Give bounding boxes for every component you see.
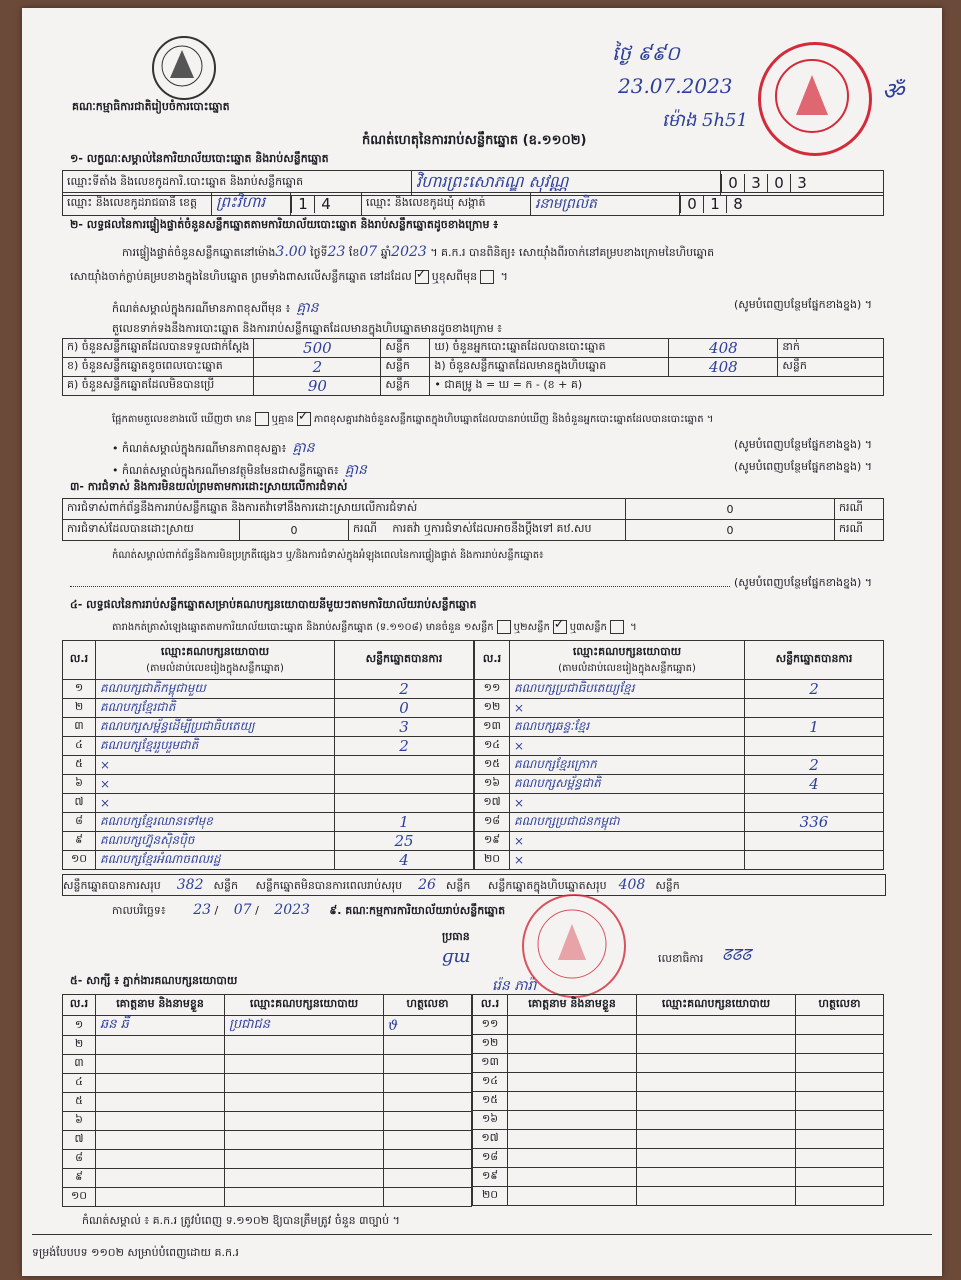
official-stamp-top [758, 42, 872, 156]
section1-title: ១- លក្ខណៈសម្គាល់នៃការិយាល័យបោះឆ្នោត និងរាប់សន្លឹកឆ្នោត [70, 152, 329, 165]
party-result-row [63, 832, 474, 851]
party-votes: 2 [399, 737, 409, 755]
party-number: ១ [63, 680, 96, 699]
count-voters: 408 [709, 339, 738, 357]
party-number: ១៩ [475, 832, 510, 851]
party-votes: 3 [399, 718, 409, 736]
objection-label: ការជំទាស់ពាក់ព័ន្ធនឹងការរាប់សន្លឹកឆ្នោត និងការតវ៉ាទៅនឹងការដោះស្រាយលើការជំទាស់ [63, 499, 626, 520]
objection-count: 0 [626, 499, 835, 520]
chair-label: ប្រធាន [442, 930, 470, 943]
counts-table [62, 338, 884, 396]
party-result-row [475, 756, 884, 775]
party-votes: 1 [399, 813, 409, 831]
irregularity-note-tail: (សូមបំពេញបន្ថែមផ្នែកខាងខ្នង) ។ [734, 576, 873, 589]
resolved-label: ការជំទាស់ដែលបានដោះស្រាយ [63, 520, 240, 541]
party-number: ១៧ [475, 794, 510, 813]
witness-name: ឆន ឆី [100, 1017, 129, 1032]
section2-title: ២- លទ្ធផលនៃការផ្ទៀងផ្ទាត់ចំនួនសន្លឹកឆ្នោតតាមការិយាល័យបោះឆ្នោត និងរាប់សន្លឹកឆ្នោតដូចខាងក្រោម ៖ [70, 218, 499, 231]
commune-value: រនាមព្រលិត [535, 195, 597, 212]
witness-row: ២ [63, 1036, 472, 1055]
party-name: គណបក្សសម្ព័ន្ធជាតិ [514, 776, 601, 790]
party-result-row [475, 832, 884, 851]
party-name: × [514, 834, 525, 848]
different-checkbox[interactable] [480, 270, 494, 284]
one-sheet-checkbox[interactable] [497, 620, 511, 634]
party-result-row [63, 699, 474, 718]
party-name: គណបក្សឆន្ទៈខ្មែរ [514, 719, 590, 733]
two-sheet-checkbox[interactable] [553, 620, 567, 634]
witness-row: ២០ [473, 1187, 884, 1206]
party-number: ២ [63, 699, 96, 718]
party-votes: 2 [809, 680, 819, 698]
has-difference-checkbox[interactable] [255, 412, 269, 426]
chair-signature: ɡɯ [442, 946, 471, 967]
party-name: គណបក្សខ្មែររួបរួមជាតិ [100, 738, 199, 752]
signature-top: ॐ [882, 77, 904, 105]
party-result-row [63, 813, 474, 832]
party-name: គណបក្សជាតិកម្ពុជាមួយ [100, 681, 206, 695]
resolved-count: 0 [240, 520, 349, 541]
witness-row: ១៥ [473, 1092, 884, 1111]
secretary-label: លេខាធិការ [658, 952, 704, 965]
party-number: ២០ [475, 851, 510, 870]
same-checkbox[interactable] [415, 270, 429, 284]
party-name: គណបក្សខ្មែរអំណាចពលរដ្ឋ [100, 852, 221, 866]
object-note: • កំណត់សម្គាល់ក្នុងករណីមានវត្ថុមិនមែនជាសន្លឹកឆ្នោត៖ គ្មាន [112, 462, 367, 478]
handwritten-number: ថ្ងៃ ៩៩០ [612, 41, 680, 65]
form-title: កំណត់ហេតុនៃការរាប់សន្លឹកឆ្នោត (ឧ.១១០២) [362, 133, 587, 148]
party-votes: 0 [399, 699, 409, 717]
witness-row: ១៧ [473, 1130, 884, 1149]
count-row: ខ) ចំនួនសន្លឹកឆ្នោតខូចពេលបោះឆ្នោត 2 សន្លឹក ង) ចំនួនសន្លឹកឆ្នោតដែលមានក្នុងហិបឆ្នោត 408 សន្លឹក [63, 358, 884, 377]
party-number: ៣ [63, 718, 96, 737]
party-result-row [63, 756, 474, 775]
object-note-tail: (សូមបំពេញបន្ថែមផ្នែកខាងខ្នង) ។ [734, 460, 873, 473]
party-number: ៧ [63, 794, 96, 813]
province-table [62, 192, 884, 216]
location-label: ឈ្មោះទីតាំង និងលេខកូដការិ.បោះឆ្នោត និងរាប់សន្លឹកឆ្នោត [63, 171, 412, 196]
party-result-row [475, 851, 884, 870]
party-name: គណបក្សខ្មែរជាតិ [100, 700, 176, 714]
section4-title: ៤- លទ្ធផលនៃការរាប់សន្លឹកឆ្នោតសម្រាប់គណបក្សនយោបាយនីមួយៗតាមការិយាល័យរាប់សន្លឹកឆ្នោត [70, 598, 477, 611]
footer-note: កំណត់សម្គាល់ ៖ គ.ក.រ ត្រូវបំពេញ ទ.១១០២ ឱ្យបានត្រឹមត្រូវ ចំនួន ៣ច្បាប់ ។ [82, 1214, 400, 1227]
party-number: ១២ [475, 699, 510, 718]
witness-row: ៨ [63, 1150, 472, 1169]
location-code: 0 3 0 3 [721, 171, 884, 196]
party-result-row [475, 813, 884, 832]
party-votes: 336 [799, 813, 829, 831]
party-name: គណបក្សខ្មែរឈានទៅមុខ [100, 814, 213, 828]
total-valid: 382 [176, 877, 204, 893]
party-result-row [475, 794, 884, 813]
handwritten-date: 23.07.2023 [618, 74, 733, 98]
count-row: ក) ចំនួនសន្លឹកឆ្នោតដែលបានទទួលជាក់ស្តែង 500 សន្លឹក ឃ) ចំនួនអ្នកបោះឆ្នោតដែលបានបោះឆ្នោត 408 នាក់ [63, 339, 884, 358]
party-result-row [475, 680, 884, 699]
party-name: × [514, 739, 525, 753]
handwritten-time: ម៉ោង 5h51 [662, 110, 748, 131]
party-result-row [63, 680, 474, 699]
witness-row: ១២ [473, 1035, 884, 1054]
witness-row: ៣ [63, 1055, 472, 1074]
party-number: ៥ [63, 756, 96, 775]
compare-line: ផ្អែកតាមតួលេខខាងលើ ឃើញថា មាន ឬគ្មាន✓ ភាពខុសគ្នារវាងចំនួនសន្លឹកឆ្នោតក្នុងហិបឆ្នោតដែលបានរាប់ឃើញ និងចំនួនអ្នកបោះឆ្នោតដែលបានបោះឆ្នោត ។ [112, 412, 713, 427]
party-result-row [63, 775, 474, 794]
appeal-label: ការតវ៉ា ឬការជំទាស់ដែលអាចនឹងប្តឹងទៅ គឋ.សប [392, 522, 592, 535]
party-votes: 1 [809, 718, 819, 736]
appeal-count: 0 [626, 520, 835, 541]
witness-row: ១៨ [473, 1149, 884, 1168]
count-spoiled: 2 [312, 358, 323, 376]
witness-row: ១ ឆន ឆី ប្រជាជន ϑ [63, 1016, 472, 1036]
witness-table-right: ល.រ គោត្តនាម និងនាមខ្លួន ឈ្មោះគណបក្សនយោបាយ ហត្ថលេខា ១១ ១២ ១៣ ១៤ ១៥ ១៦ ១៧ ១៨ ១៩ ២០ [472, 994, 884, 1206]
party-number: ១៤ [475, 737, 510, 756]
party-name: គណបក្សខ្មែរក្រោក [514, 757, 597, 771]
official-stamp-bottom [522, 894, 626, 998]
count-unused: 90 [307, 377, 327, 395]
difference-note-tail: (សូមបំពេញបន្ថែមផ្នែកខាងខ្នង) ។ [734, 298, 873, 311]
tally-sheet-line: តារាងកត់ត្រាសំឡេងឆ្នោតតាមការិយាល័យបោះឆ្នោត និងរាប់សន្លឹកឆ្នោត (ទ.១១០៨) មានចំនួន ១សន្លឹក ឬ២សន្លឹក✓ ឬ៣សន្លឹក ។ [112, 620, 637, 635]
party-number: ៩ [63, 832, 96, 851]
province-value: ព្រះវិហារ [216, 193, 266, 211]
org-name: គណៈកម្មាធិការជាតិរៀបចំការបោះឆ្នោត [72, 100, 230, 113]
witness-row: ១០ [63, 1188, 472, 1207]
witness-row: ១៩ [473, 1168, 884, 1187]
witness-row: ១៤ [473, 1073, 884, 1092]
three-sheet-checkbox[interactable] [610, 620, 624, 634]
party-number: ៦ [63, 775, 96, 794]
irregularity-note: កំណត់សម្គាល់ពាក់ព័ន្ធនឹងការមិនប្រក្រតីផ្សេងៗ ឬ/និងការជំទាស់ក្នុងអំឡុងពេលនៃការផ្ទៀងផ្ទាត់ និងការរាប់សន្លឹកឆ្នោត៖ [112, 550, 544, 561]
date-line: កាលបរិច្ឆេទ៖ 23 / 07 / 2023 ៩. គណៈកម្មការការិយាល័យរាប់សន្លឹកឆ្នោត [112, 902, 506, 918]
witness-row: ១៣ [473, 1054, 884, 1073]
form-paper [22, 8, 942, 1276]
verify-line: ការផ្ទៀងផ្ទាត់ចំនួនសន្លឹកឆ្នោតនៅម៉ោង3.00 ថ្ងៃទី23 ខែ07 ឆ្នាំ2023 ។ គ.ក.រ បានពិនិត្យ៖ សោយ៉ាំងពីរចាក់នៅគម្របខាងក្រោមនៃហិបឆ្នោត [122, 244, 715, 260]
party-result-row [475, 699, 884, 718]
section3-title: ៣- ការជំទាស់ និងការមិនយល់ព្រមតាមការដោះស្រាយលើការជំទាស់ [70, 480, 348, 493]
party-votes: 4 [809, 775, 819, 793]
party-result-row [475, 718, 884, 737]
emblem-logo [152, 36, 216, 100]
counts-intro: តួលេខទាក់ទងនឹងការបោះឆ្នោត និងការរាប់សន្លឹកឆ្នោតដែលមានក្នុងហិបឆ្នោតមានដូចខាងក្រោម ៖ [112, 322, 503, 335]
seal-emblem-icon [524, 896, 624, 996]
total-invalid: 26 [418, 877, 436, 893]
witness-row: ១៦ [473, 1111, 884, 1130]
form-footer: ទម្រង់បែបបទ ១១០២ សម្រាប់បំពេញដោយ គ.ក.រ [32, 1246, 239, 1259]
party-votes: 25 [394, 832, 414, 850]
witness-party: ប្រជាជន [229, 1017, 271, 1032]
count-row: គ) ចំនួនសន្លឹកឆ្នោតដែលមិនបានប្រើ 90 សន្លឹក • ជាគម្រូ ង = ឃ = ក - (ខ + គ) [63, 377, 884, 396]
party-name: គណបក្សសម្ព័ន្ធដើម្បីប្រជាធិបតេយ្យ [100, 719, 255, 733]
signatory-name: រ៉េន ភារ៉ា [492, 978, 537, 994]
witness-row: ៤ [63, 1074, 472, 1093]
witness-row: ១១ [473, 1016, 884, 1035]
party-result-row [63, 851, 474, 870]
count-received: 500 [303, 339, 332, 357]
party-votes: 2 [809, 756, 819, 774]
party-name: × [514, 853, 525, 867]
witness-row: ៥ [63, 1093, 472, 1112]
secretary-signature: ᘔᘔᘔ [722, 946, 752, 964]
witness-row: ៩ [63, 1169, 472, 1188]
count-in-box: 408 [709, 358, 738, 376]
no-difference-checkbox[interactable] [297, 412, 311, 426]
party-name: គណបក្សប្រជាជនកម្ពុជា [514, 814, 620, 828]
party-name: គណបក្សហ្វ៊ុនស៊ិនប៉ិច [100, 833, 195, 847]
party-result-row [63, 737, 474, 756]
witness-table-left: ល.រ គោត្តនាម និងនាមខ្លួន ឈ្មោះគណបក្សនយោបាយ ហត្ថលេខា ១ ឆន ឆី ប្រជាជន ϑ ២ ៣ ៤ ៥ ៦ ៧ ៨ ៩ ១០ [62, 994, 472, 1207]
difference-note-2-tail: (សូមបំពេញបន្ថែមផ្នែកខាងខ្នង) ។ [734, 438, 873, 451]
commune-code: 0 1 8 [680, 193, 884, 216]
province-code: 1 4 [291, 193, 362, 216]
difference-note: កំណត់សម្គាល់ក្នុងករណីមានភាពខុសពីមុន ៖ គ្មាន [112, 300, 319, 316]
party-name: × [514, 701, 525, 715]
seal-check-line: សោយ៉ាំងចាក់ក្លាប់គម្របខាងក្នុងនៃហិបឆ្នោត ព្រមទាំងពាសលើសន្លឹកឆ្នោត នៅដដែល✓ ឬខុសពីមុន ។ [70, 270, 508, 286]
party-name: × [100, 777, 111, 791]
party-number: ១៨ [475, 813, 510, 832]
party-number: ១១ [475, 680, 510, 699]
province-label: ឈ្មោះ និងលេខកូដរាជធានី ខេត្ត [63, 193, 212, 216]
party-number: ១០ [63, 851, 96, 870]
party-result-row [475, 737, 884, 756]
party-result-row [475, 775, 884, 794]
party-number: ៨ [63, 813, 96, 832]
party-result-row [63, 718, 474, 737]
results-table-left: ល.រ ឈ្មោះគណបក្សនយោបាយ (តាមលំដាប់លេខរៀងក្នុងសន្លឹកឆ្នោត) សន្លឹកឆ្នោតបានការ ១ គណបក្សជាតិកម្ពុជាមួយ 2 ២ គណបក្សខ្មែរជាតិ 0 ៣ គណបក្សសម្ព័ន្ធដើម្បីប្រជាធិបតេយ្យ 3 ៤ គណបក្សខ្មែររួបរួមជាតិ 2 ៥ × ៦ × ៧ × ៨ គណបក្សខ្មែរឈានទៅមុខ 1 ៩ គណបក្សហ្វ៊ុនស៊ិនប៉ិច 25 ១០ គណបក្សខ្មែរអំណាចពលរដ្ឋ 4 [62, 640, 474, 870]
emblem-icon [154, 38, 214, 98]
party-number: ១៦ [475, 775, 510, 794]
witness-signature: ϑ [388, 1017, 399, 1034]
difference-note-2: • កំណត់សម្គាល់ក្នុងករណីមានភាពខុសគ្នា៖ គ្មាន [112, 440, 315, 456]
party-votes: 2 [399, 680, 409, 698]
party-name: គណបក្សប្រជាធិបតេយ្យខ្មែរ [514, 681, 635, 695]
party-result-row [63, 794, 474, 813]
objection-table: ការជំទាស់ពាក់ព័ន្ធនឹងការរាប់សន្លឹកឆ្នោត និងការតវ៉ាទៅនឹងការដោះស្រាយលើការជំទាស់ 0 ករណី ការជំទាស់ដែលបានដោះស្រាយ 0 ករណី ការតវ៉ា ឬការជំទាស់ដែលអាចនឹងប្តឹងទៅ គឋ.សប 0 ករណី [62, 498, 884, 541]
commune-label: ឈ្មោះ និងលេខកូដឃុំ សង្កាត់ [362, 193, 531, 216]
party-name: × [100, 758, 111, 772]
party-name: × [100, 796, 111, 810]
party-number: ៤ [63, 737, 96, 756]
totals-row: សន្លឹកឆ្នោតបានការសរុប 382 សន្លឹក សន្លឹកឆ្នោតមិនបានការពេលរាប់សរុប 26 សន្លឹក សន្លឹកឆ្នោតក្នុងហិបឆ្នោតសរុប 408 សន្លឹក [62, 874, 886, 896]
party-votes: 4 [399, 851, 409, 869]
results-table-right: ល.រ ឈ្មោះគណបក្សនយោបាយ (តាមលំដាប់លេខរៀងក្នុងសន្លឹកឆ្នោត) សន្លឹកឆ្នោតបានការ ១១ គណបក្សប្រជាធិបតេយ្យខ្មែរ 2 ១២ × ១៣ គណបក្សឆន្ទៈខ្មែរ 1 ១៤ × ១៥ គណបក្សខ្មែរក្រោក 2 ១៦ គណបក្សសម្ព័ន្ធជាតិ 4 ១៧ × ១៨ គណបក្សប្រជាជនកម្ពុជា 336 ១៩ × ២០ × [474, 640, 884, 870]
seal-emblem-icon [761, 45, 869, 153]
party-name: × [514, 796, 525, 810]
witness-row: ៦ [63, 1112, 472, 1131]
witness-row: ៧ [63, 1131, 472, 1150]
party-number: ១៣ [475, 718, 510, 737]
total-in-box: 408 [618, 877, 646, 893]
location-value: វិហារព្រះសោភណ្ឌ សុវណ្ណ [416, 172, 569, 191]
party-number: ១៥ [475, 756, 510, 775]
section5-title: ៥- សាក្សី ៖ ភ្នាក់ងារគណបក្សនយោបាយ [70, 974, 238, 987]
